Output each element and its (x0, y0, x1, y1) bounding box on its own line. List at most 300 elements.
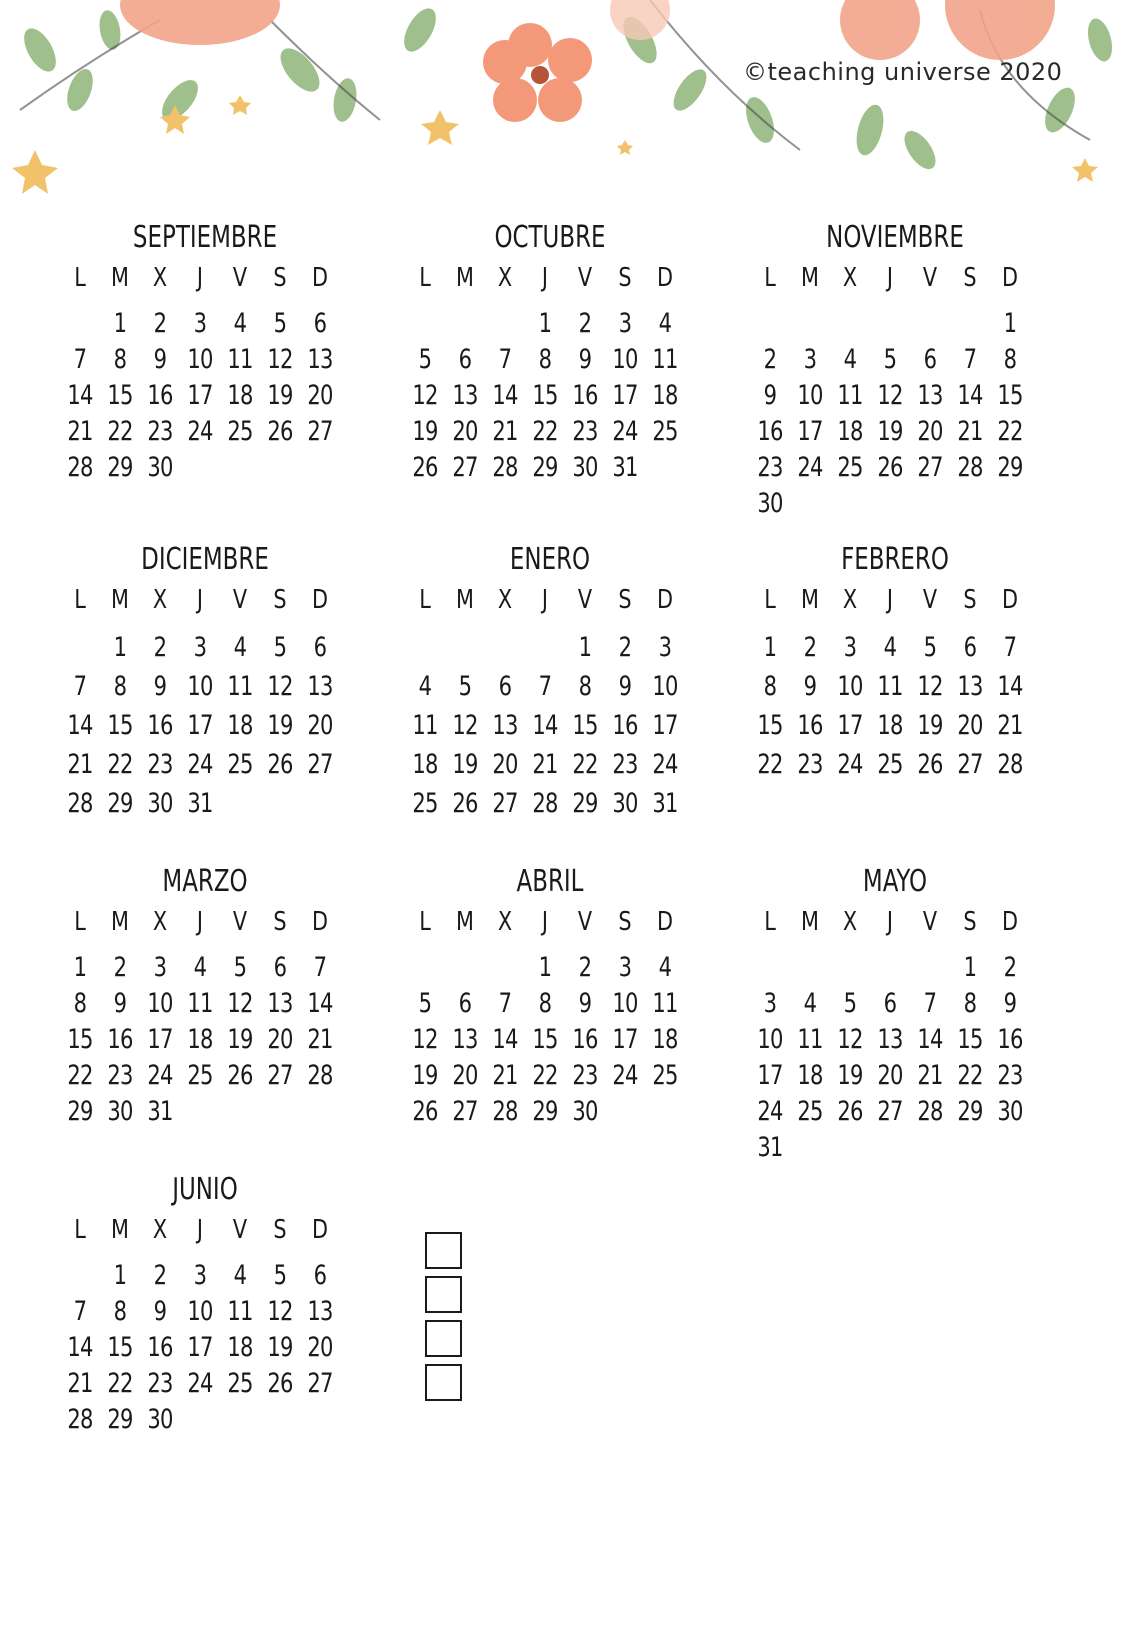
day-cell: 12 (412, 1024, 438, 1055)
day-cell: 19 (267, 710, 293, 741)
day-cell: 11 (227, 344, 253, 375)
day-cell: 20 (917, 416, 943, 447)
day-cell: 4 (658, 952, 672, 983)
day-cell: 14 (307, 988, 333, 1019)
day-cell: 13 (307, 671, 333, 702)
day-cell: 15 (757, 710, 783, 741)
day-cell: 19 (412, 1060, 438, 1091)
day-cell: 18 (227, 380, 253, 411)
day-cell: 1 (538, 952, 552, 983)
day-cell: 5 (843, 988, 857, 1019)
day-cell: 12 (267, 344, 293, 375)
day-cell: 11 (877, 671, 903, 702)
day-cell: 6 (458, 344, 472, 375)
weekday-header: L (74, 907, 86, 937)
weekday-header: M (801, 907, 819, 937)
day-cell: 17 (797, 416, 823, 447)
day-cell: 18 (412, 749, 438, 780)
day-cell: 6 (923, 344, 937, 375)
weekday-header: D (311, 907, 329, 937)
day-cell: 21 (957, 416, 983, 447)
day-cell: 4 (233, 632, 247, 663)
day-cell: 26 (412, 1096, 438, 1127)
day-cell: 28 (307, 1060, 333, 1091)
weekday-header: V (232, 1215, 248, 1245)
day-cell: 1 (1003, 308, 1017, 339)
month-title: SEPTIEMBRE (132, 220, 278, 255)
weekday-header: L (419, 585, 431, 615)
day-cell: 10 (612, 988, 638, 1019)
day-cell: 28 (67, 788, 93, 819)
day-cell: 3 (803, 344, 817, 375)
day-cell: 16 (797, 710, 823, 741)
day-cell: 22 (107, 416, 133, 447)
weekday-header: V (922, 907, 938, 937)
day-cell: 31 (757, 1132, 783, 1163)
day-cell: 29 (107, 452, 133, 483)
checkbox[interactable] (425, 1232, 462, 1269)
day-cell: 1 (113, 632, 127, 663)
weekday-header: X (497, 907, 513, 937)
weekday-header: V (577, 585, 593, 615)
day-cell: 6 (273, 952, 287, 983)
day-cell: 19 (412, 416, 438, 447)
weekday-header: J (886, 907, 894, 937)
weekday-header: X (152, 1215, 168, 1245)
day-cell: 13 (917, 380, 943, 411)
day-cell: 15 (107, 1332, 133, 1363)
day-cell: 3 (843, 632, 857, 663)
day-cell: 9 (578, 344, 592, 375)
month-grid (60, 580, 350, 823)
day-cell: 18 (652, 380, 678, 411)
day-cell: 14 (492, 380, 518, 411)
day-cell: 29 (532, 452, 558, 483)
weekday-header: X (842, 907, 858, 937)
day-cell: 20 (452, 416, 478, 447)
day-cell: 7 (538, 671, 552, 702)
day-cell: 20 (307, 710, 333, 741)
day-cell: 8 (538, 988, 552, 1019)
weekday-header: V (232, 907, 248, 937)
month-grid (750, 580, 1040, 784)
day-cell: 24 (187, 416, 213, 447)
day-cell: 13 (267, 988, 293, 1019)
day-cell: 27 (307, 416, 333, 447)
day-cell: 1 (963, 952, 977, 983)
day-cell: 20 (307, 380, 333, 411)
day-cell: 9 (1003, 988, 1017, 1019)
day-cell: 21 (492, 416, 518, 447)
day-cell: 26 (837, 1096, 863, 1127)
day-cell: 14 (957, 380, 983, 411)
day-cell: 20 (267, 1024, 293, 1055)
day-cell: 6 (963, 632, 977, 663)
day-cell: 14 (997, 671, 1023, 702)
day-cell: 12 (837, 1024, 863, 1055)
month-title: FEBRERO (841, 542, 949, 577)
month-grid (750, 902, 1040, 1166)
day-cell: 5 (458, 671, 472, 702)
day-cell: 28 (532, 788, 558, 819)
month-grid (405, 258, 695, 486)
weekday-header: X (152, 263, 168, 293)
weekday-header: V (577, 263, 593, 293)
day-cell: 10 (187, 344, 213, 375)
day-cell: 4 (193, 952, 207, 983)
day-cell: 7 (313, 952, 327, 983)
day-cell: 8 (538, 344, 552, 375)
day-cell: 17 (757, 1060, 783, 1091)
month-title: DICIEMBRE (141, 542, 269, 577)
day-cell: 13 (492, 710, 518, 741)
day-cell: 8 (1003, 344, 1017, 375)
day-cell: 24 (652, 749, 678, 780)
weekday-header: D (656, 585, 674, 615)
day-cell: 22 (67, 1060, 93, 1091)
day-cell: 11 (837, 380, 863, 411)
day-cell: 18 (797, 1060, 823, 1091)
day-cell: 18 (837, 416, 863, 447)
weekday-header: M (456, 907, 474, 937)
day-cell: 14 (67, 380, 93, 411)
day-cell: 28 (997, 749, 1023, 780)
weekday-header: X (497, 263, 513, 293)
day-cell: 16 (997, 1024, 1023, 1055)
day-cell: 17 (612, 380, 638, 411)
day-cell: 26 (917, 749, 943, 780)
day-cell: 5 (923, 632, 937, 663)
day-cell: 12 (917, 671, 943, 702)
day-cell: 8 (113, 344, 127, 375)
day-cell: 2 (763, 344, 777, 375)
day-cell: 16 (147, 380, 173, 411)
day-cell: 10 (612, 344, 638, 375)
day-cell: 17 (612, 1024, 638, 1055)
day-cell: 30 (757, 488, 783, 519)
weekday-header: D (311, 585, 329, 615)
day-cell: 24 (612, 1060, 638, 1091)
day-cell: 20 (452, 1060, 478, 1091)
day-cell: 29 (107, 788, 133, 819)
day-cell: 17 (187, 1332, 213, 1363)
day-cell: 28 (67, 452, 93, 483)
day-cell: 30 (147, 452, 173, 483)
day-cell: 1 (73, 952, 87, 983)
day-cell: 28 (67, 1404, 93, 1435)
day-cell: 15 (67, 1024, 93, 1055)
day-cell: 27 (957, 749, 983, 780)
day-cell: 29 (67, 1096, 93, 1127)
weekday-header: L (74, 585, 86, 615)
day-cell: 17 (837, 710, 863, 741)
day-cell: 27 (307, 749, 333, 780)
day-cell: 10 (837, 671, 863, 702)
day-cell: 25 (227, 416, 253, 447)
day-cell: 17 (652, 710, 678, 741)
day-cell: 24 (757, 1096, 783, 1127)
weekday-header: L (764, 907, 776, 937)
day-cell: 19 (917, 710, 943, 741)
weekday-header: M (111, 585, 129, 615)
day-cell: 9 (153, 1296, 167, 1327)
month-title: ENERO (509, 542, 591, 577)
floral-header-illustration (0, 0, 1125, 210)
day-cell: 26 (267, 416, 293, 447)
day-cell: 29 (997, 452, 1023, 483)
day-cell: 8 (113, 1296, 127, 1327)
day-cell: 30 (572, 1096, 598, 1127)
day-cell: 9 (803, 671, 817, 702)
day-cell: 13 (452, 380, 478, 411)
day-cell: 2 (618, 632, 632, 663)
weekday-header: J (886, 263, 894, 293)
day-cell: 4 (843, 344, 857, 375)
day-cell: 18 (227, 710, 253, 741)
month-noviembre (750, 218, 1040, 522)
day-cell: 7 (498, 344, 512, 375)
day-cell: 23 (147, 416, 173, 447)
weekday-header: S (963, 585, 977, 615)
day-cell: 15 (957, 1024, 983, 1055)
day-cell: 2 (578, 952, 592, 983)
weekday-header: V (232, 263, 248, 293)
weekday-header: J (541, 263, 549, 293)
day-cell: 29 (532, 1096, 558, 1127)
month-grid (750, 258, 1040, 522)
day-cell: 4 (418, 671, 432, 702)
day-cell: 14 (67, 1332, 93, 1363)
day-cell: 1 (113, 1260, 127, 1291)
month-abril (405, 862, 695, 1130)
day-cell: 6 (313, 632, 327, 663)
day-cell: 10 (187, 1296, 213, 1327)
day-cell: 10 (757, 1024, 783, 1055)
day-cell: 5 (273, 1260, 287, 1291)
day-cell: 16 (147, 710, 173, 741)
month-septiembre (60, 218, 350, 486)
day-cell: 12 (267, 671, 293, 702)
day-cell: 11 (227, 671, 253, 702)
day-cell: 27 (877, 1096, 903, 1127)
weekday-header: J (541, 907, 549, 937)
weekday-header: M (111, 907, 129, 937)
month-title: OCTUBRE (494, 220, 606, 255)
day-cell: 7 (1003, 632, 1017, 663)
day-cell: 11 (412, 710, 438, 741)
day-cell: 23 (107, 1060, 133, 1091)
day-cell: 14 (532, 710, 558, 741)
day-cell: 21 (532, 749, 558, 780)
day-cell: 26 (267, 1368, 293, 1399)
day-cell: 9 (578, 988, 592, 1019)
day-cell: 27 (307, 1368, 333, 1399)
day-cell: 12 (452, 710, 478, 741)
weekday-header: L (419, 907, 431, 937)
day-cell: 14 (917, 1024, 943, 1055)
day-cell: 1 (578, 632, 592, 663)
day-cell: 15 (532, 1024, 558, 1055)
day-cell: 24 (147, 1060, 173, 1091)
weekday-header: M (111, 1215, 129, 1245)
day-cell: 27 (452, 452, 478, 483)
weekday-header: S (273, 1215, 287, 1245)
day-cell: 4 (233, 1260, 247, 1291)
weekday-header: D (1001, 263, 1019, 293)
day-cell: 16 (572, 380, 598, 411)
day-cell: 25 (652, 416, 678, 447)
month-diciembre (60, 540, 350, 823)
day-cell: 23 (147, 749, 173, 780)
month-grid (60, 902, 350, 1130)
day-cell: 9 (763, 380, 777, 411)
weekday-header: M (801, 585, 819, 615)
month-marzo (60, 862, 350, 1130)
day-cell: 28 (957, 452, 983, 483)
day-cell: 15 (572, 710, 598, 741)
day-cell: 10 (147, 988, 173, 1019)
day-cell: 3 (193, 1260, 207, 1291)
day-cell: 21 (492, 1060, 518, 1091)
day-cell: 23 (572, 416, 598, 447)
day-cell: 7 (73, 1296, 87, 1327)
day-cell: 31 (652, 788, 678, 819)
day-cell: 27 (917, 452, 943, 483)
day-cell: 19 (267, 380, 293, 411)
day-cell: 25 (837, 452, 863, 483)
day-cell: 12 (267, 1296, 293, 1327)
day-cell: 15 (107, 380, 133, 411)
month-title: NOVIEMBRE (826, 220, 964, 255)
day-cell: 30 (147, 788, 173, 819)
day-cell: 28 (492, 1096, 518, 1127)
day-cell: 3 (618, 952, 632, 983)
day-cell: 7 (73, 344, 87, 375)
day-cell: 2 (803, 632, 817, 663)
weekday-header: L (74, 263, 86, 293)
weekday-header: L (74, 1215, 86, 1245)
day-cell: 25 (412, 788, 438, 819)
day-cell: 25 (187, 1060, 213, 1091)
day-cell: 7 (73, 671, 87, 702)
weekday-header: X (842, 585, 858, 615)
day-cell: 3 (658, 632, 672, 663)
day-cell: 5 (273, 308, 287, 339)
day-cell: 16 (612, 710, 638, 741)
weekday-header: S (618, 907, 632, 937)
day-cell: 17 (147, 1024, 173, 1055)
day-cell: 19 (227, 1024, 253, 1055)
day-cell: 25 (652, 1060, 678, 1091)
checkbox[interactable] (425, 1320, 462, 1357)
weekday-header: S (618, 263, 632, 293)
month-grid (405, 580, 695, 823)
day-cell: 11 (227, 1296, 253, 1327)
day-cell: 26 (877, 452, 903, 483)
weekday-header: L (764, 263, 776, 293)
weekday-header: M (456, 585, 474, 615)
day-cell: 9 (618, 671, 632, 702)
checkbox[interactable] (425, 1364, 462, 1401)
day-cell: 30 (107, 1096, 133, 1127)
day-cell: 5 (233, 952, 247, 983)
day-cell: 25 (227, 1368, 253, 1399)
day-cell: 30 (612, 788, 638, 819)
day-cell: 19 (452, 749, 478, 780)
day-cell: 28 (492, 452, 518, 483)
day-cell: 24 (837, 749, 863, 780)
day-cell: 3 (618, 308, 632, 339)
day-cell: 29 (572, 788, 598, 819)
day-cell: 20 (307, 1332, 333, 1363)
month-grid (60, 258, 350, 486)
day-cell: 2 (153, 632, 167, 663)
day-cell: 27 (492, 788, 518, 819)
day-cell: 3 (193, 308, 207, 339)
day-cell: 31 (187, 788, 213, 819)
day-cell: 23 (997, 1060, 1023, 1091)
checkbox[interactable] (425, 1276, 462, 1313)
weekday-header: M (111, 263, 129, 293)
day-cell: 1 (538, 308, 552, 339)
day-cell: 15 (997, 380, 1023, 411)
day-cell: 29 (107, 1404, 133, 1435)
month-octubre (405, 218, 695, 486)
weekday-header: X (497, 585, 513, 615)
weekday-header: J (196, 907, 204, 937)
day-cell: 25 (877, 749, 903, 780)
day-cell: 4 (803, 988, 817, 1019)
day-cell: 8 (963, 988, 977, 1019)
day-cell: 6 (313, 308, 327, 339)
month-enero (405, 540, 695, 823)
day-cell: 21 (917, 1060, 943, 1091)
weekday-header: D (311, 263, 329, 293)
weekday-header: D (311, 1215, 329, 1245)
day-cell: 19 (877, 416, 903, 447)
day-cell: 30 (147, 1404, 173, 1435)
day-cell: 22 (957, 1060, 983, 1091)
day-cell: 21 (67, 749, 93, 780)
day-cell: 14 (492, 1024, 518, 1055)
day-cell: 22 (107, 1368, 133, 1399)
day-cell: 10 (797, 380, 823, 411)
day-cell: 23 (572, 1060, 598, 1091)
day-cell: 18 (227, 1332, 253, 1363)
day-cell: 2 (578, 308, 592, 339)
day-cell: 26 (267, 749, 293, 780)
day-cell: 13 (452, 1024, 478, 1055)
weekday-header: M (801, 263, 819, 293)
weekday-header: L (764, 585, 776, 615)
weekday-header: D (656, 907, 674, 937)
weekday-header: X (152, 585, 168, 615)
day-cell: 9 (153, 344, 167, 375)
day-cell: 6 (883, 988, 897, 1019)
day-cell: 22 (572, 749, 598, 780)
day-cell: 2 (1003, 952, 1017, 983)
day-cell: 12 (877, 380, 903, 411)
day-cell: 18 (652, 1024, 678, 1055)
day-cell: 30 (572, 452, 598, 483)
weekday-header: J (886, 585, 894, 615)
day-cell: 27 (267, 1060, 293, 1091)
copyright-notice: ©teaching universe 2020 (743, 58, 1063, 86)
day-cell: 11 (652, 988, 678, 1019)
day-cell: 13 (877, 1024, 903, 1055)
weekday-header: X (842, 263, 858, 293)
day-cell: 5 (273, 632, 287, 663)
